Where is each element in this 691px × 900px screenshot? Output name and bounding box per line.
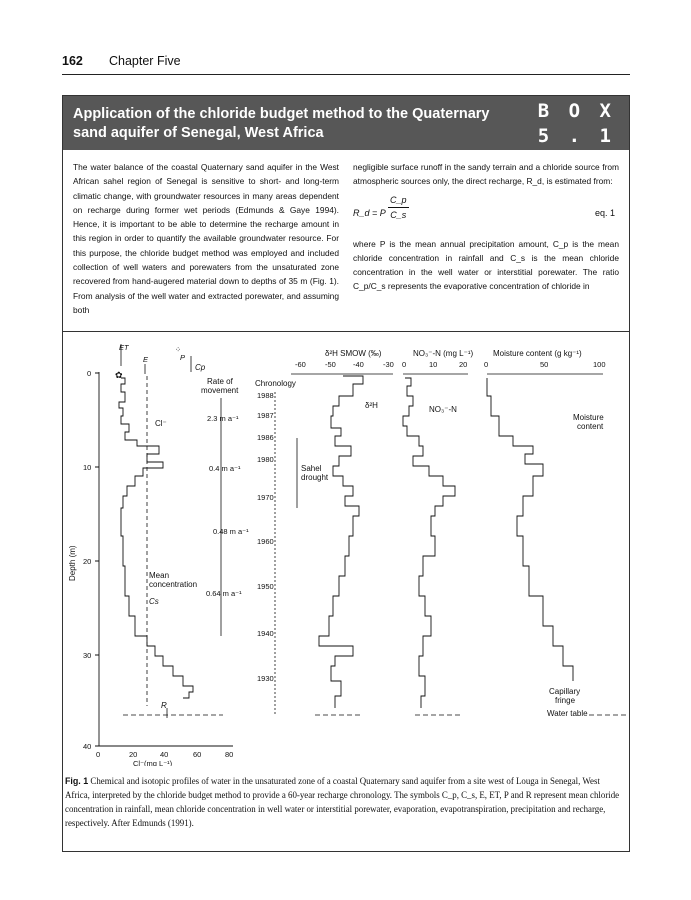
capillary-fringe-label-1: Capillary [549, 687, 581, 696]
year: 1970 [257, 493, 274, 502]
cp-label: Cp [195, 363, 206, 372]
depth-tick: 40 [83, 742, 92, 751]
year: 1986 [257, 433, 274, 442]
page-number: 162 [62, 54, 83, 68]
cl-tick: 40 [160, 750, 169, 759]
page-header [62, 52, 630, 75]
d2h-tick: -30 [383, 360, 394, 369]
right-column [353, 160, 619, 294]
depth-tick: 30 [83, 651, 92, 660]
mean-concentration-label-2: concentration [149, 580, 198, 589]
caption-text: Chemical and isotopic profiles of water in the unsaturated zone of a coastal Quaternary sand aquifer from a site west of Louga in Senegal, West Africa, interpreted by the chloride budget method to provide a 60-year recharge chronology. The symbols C_p, C_s, E, ET, P and R represent mean chloride concentration in rainfall, mean chloride concentration in well water or interstitial porewater, evaporation, evapotranspiration, precipitation and recharge, respectively. After Edmunds (1991). [65, 776, 620, 828]
equation-denominator: C_s [390, 209, 407, 220]
moisture-tick: 100 [593, 360, 606, 369]
e-label: E [143, 355, 149, 364]
sahel-drought-label-2: drought [301, 473, 329, 482]
rate-value: 0.4 m a⁻¹ [209, 464, 241, 473]
cl-ticks [96, 750, 233, 759]
year: 1988 [257, 391, 274, 400]
no3-axis-label: NO₃⁻-N (mg L⁻¹) [413, 349, 474, 358]
no3-tick: 10 [429, 360, 438, 369]
cl-axis-label: Cl⁻(mg L⁻¹) [133, 759, 173, 766]
d2h-tick: -40 [353, 360, 364, 369]
p-label: P [180, 353, 186, 362]
equation-1 [353, 193, 619, 233]
no3-ticks [402, 360, 467, 369]
box-label-number: 5 . 1 [537, 125, 615, 147]
rate-label-1: Rate of [207, 377, 233, 386]
equation-numerator: C_p [388, 193, 409, 208]
moisture-axis-label: Moisture content (g kg⁻¹) [493, 349, 582, 358]
figure-1 [63, 336, 629, 766]
box-title: Application of the chloride budget method to the Quaternary sand aquifer of Senegal, West Africa [73, 106, 490, 141]
no3-tick: 20 [459, 360, 468, 369]
equation-fraction [388, 193, 409, 223]
moisture-tick: 0 [484, 360, 489, 369]
box-5-1 [62, 95, 630, 852]
chapter-title: Chapter Five [109, 54, 181, 68]
d2h-tick: -50 [325, 360, 336, 369]
moisture-label-2: content [577, 422, 604, 431]
d2h-profile [319, 376, 363, 708]
cl-label: Cl⁻ [155, 419, 167, 428]
left-paragraph: The water balance of the coastal Quaternary sand aquifer in the West African sahel region of Senegal is sensitive to short- and long-term climatic change, with groundwater resources in many areas dependent on recharge during former wet periods (Edmunds & Gaye 1994). Hence, it is important to be able to determine the recharge amount in this region in order to quantify the available groundwater resource. For this purpose, the chloride budget method was employed and included collection of well waters and porewaters from the unsaturated zone recovered from hand-augered material down to depths of 35 m (Fig. 1). From analysis of the well water and extracted porewater, and assuming both [73, 162, 339, 315]
cl-tick: 0 [96, 750, 101, 759]
profile-figure [63, 336, 629, 766]
rate-value: 0.64 m a⁻¹ [206, 589, 242, 598]
box-label-word: B O X [537, 100, 615, 122]
depth-tick: 0 [87, 369, 92, 378]
mean-concentration-label-1: Mean [149, 571, 170, 580]
no3-profile [403, 378, 455, 708]
depth-axis-label: Depth (m) [68, 545, 77, 581]
year: 1987 [257, 411, 274, 420]
rain-icon: ⁘ [175, 345, 182, 354]
figure-caption [65, 774, 621, 830]
box-label [538, 99, 615, 149]
moisture-ticks [484, 360, 606, 369]
d2h-tick: -60 [295, 360, 306, 369]
chronology-years [257, 391, 274, 683]
right-paragraph-2: where P is the mean annual precipitation amount, C_p is the mean chloride concentration in rainfall and C_s is the mean chloride concentration in the well water or interstitial porewater. The ratio C_p/C_s represents the evaporative concentration of chloride in [353, 238, 619, 292]
year: 1980 [257, 455, 274, 464]
rate-value: 0.48 m a⁻¹ [213, 527, 249, 536]
et-label: ET [119, 343, 129, 352]
moisture-tick: 50 [540, 360, 549, 369]
water-table-label: Water table [547, 709, 588, 718]
sahel-drought-label-1: Sahel [301, 464, 322, 473]
equation-lhs: R_d = P [353, 207, 386, 218]
moisture-label-1: Moisture [573, 413, 604, 422]
plant-icon: ✿ [115, 370, 123, 380]
year: 1940 [257, 629, 274, 638]
rate-label-2: movement [201, 386, 239, 395]
depth-ticks [83, 369, 99, 751]
d2h-label: δ²H [365, 401, 378, 410]
equation-label: eq. 1 [594, 207, 615, 218]
no3-tick: 0 [402, 360, 407, 369]
depth-tick: 20 [83, 557, 92, 566]
chronology-label: Chronology [255, 379, 296, 388]
left-column [73, 160, 339, 317]
no3-label: NO₃⁻-N [429, 405, 457, 414]
cl-tick: 80 [225, 750, 234, 759]
moisture-profile [487, 378, 573, 681]
right-paragraph-1: negligible surface runoff in the sandy terrain and a chloride source from atmospheric sources only, the direct recharge, R_d, is estimated from: [353, 162, 619, 187]
cs-label: Cs [149, 597, 159, 606]
r-label: R [161, 701, 167, 710]
box-banner [63, 96, 629, 150]
rate-value: 2.3 m a⁻¹ [207, 414, 239, 423]
d2h-axis-label: δ²H SMOW (‰) [325, 349, 382, 358]
year: 1960 [257, 537, 274, 546]
year: 1950 [257, 582, 274, 591]
depth-tick: 10 [83, 463, 92, 472]
figure-divider [63, 331, 629, 332]
d2h-ticks [295, 360, 394, 369]
capillary-fringe-label-2: fringe [555, 696, 576, 705]
year: 1930 [257, 674, 274, 683]
cl-tick: 20 [129, 750, 138, 759]
cl-tick: 60 [193, 750, 202, 759]
caption-label: Fig. 1 [65, 776, 89, 786]
